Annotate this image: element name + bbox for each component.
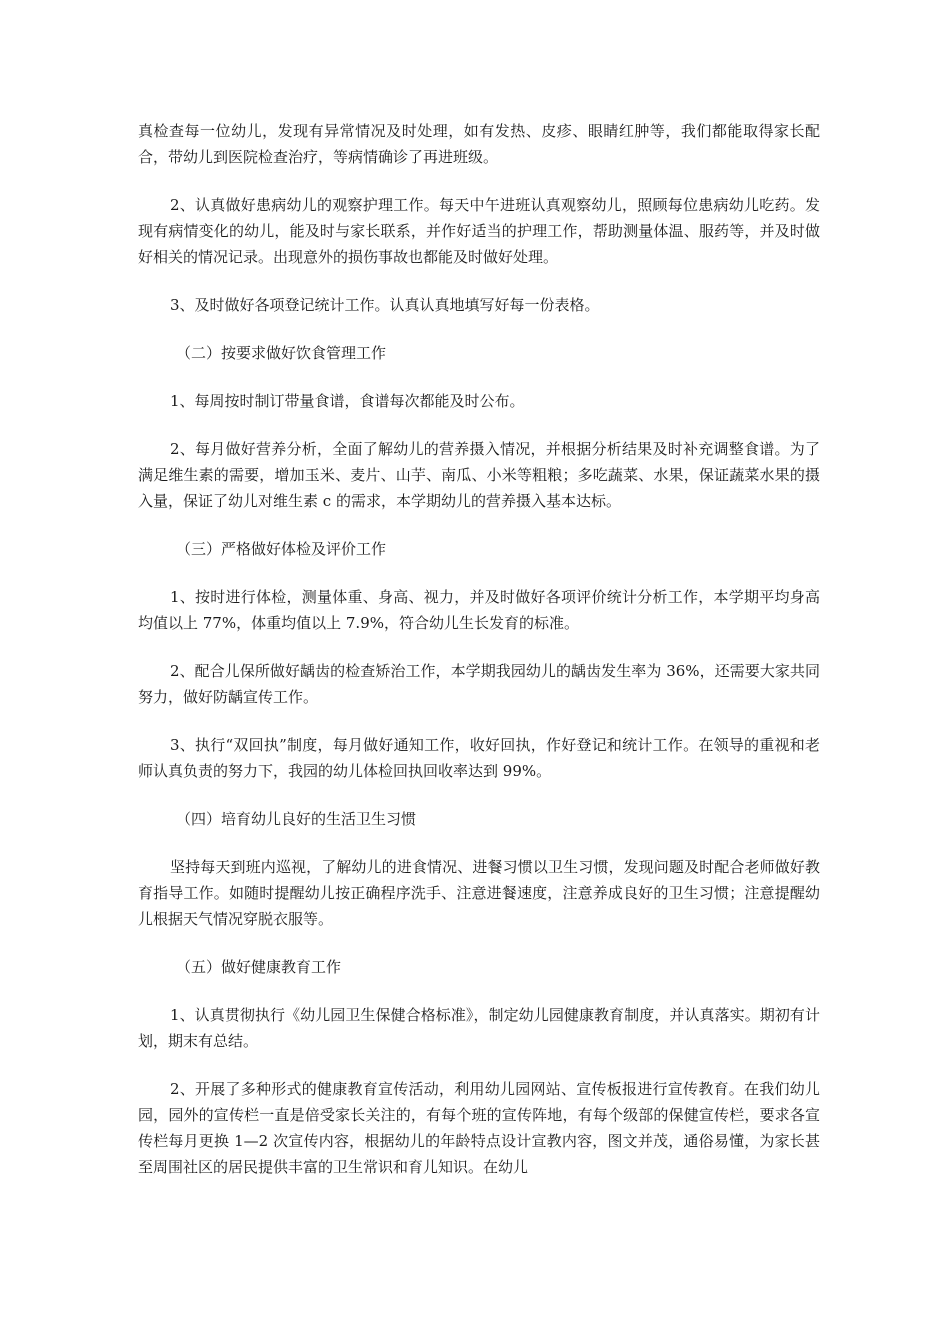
paragraph-education-2: 2、开展了多种形式的健康教育宣传活动，利用幼儿园网站、宣传板报进行宣传教育。在我们幼儿园，园外的宣传栏一直是倍受家长关注的，有每个班的宣传阵地，有每个级部的保健宣传栏，要求各宣传栏每月更换 1—2 次宣传内容，根据幼儿的年龄特点设计宣教内容，图文并茂，通俗易懂，为家长甚至周围社区的居民提供丰富的卫生常识和育儿知识。在幼儿: [138, 1080, 820, 1176]
section-heading-health-education: （五）做好健康教育工作: [176, 958, 342, 976]
paragraph-checkup-1: 1、按时进行体检，测量体重、身高、视力，并及时做好各项评价统计分析工作，本学期平均身高均值以上 77%，体重均值以上 7.9%，符合幼儿生长发育的标准。: [138, 588, 820, 632]
paragraph-item-2-sick-care: 2、认真做好患病幼儿的观察护理工作。每天中午进班认真观察幼儿，照顾每位患病幼儿吃药。发现有病情变化的幼儿，能及时与家长联系，并作好适当的护理工作，帮助测量体温、服药等，并及时做好相关的情况记录。出现意外的损伤事故也都能及时做好处理。: [138, 196, 820, 266]
paragraph-habits: 坚持每天到班内巡视，了解幼儿的进食情况、进餐习惯以卫生习惯，发现问题及时配合老师做好教育指导工作。如随时提醒幼儿按正确程序洗手、注意进餐速度，注意养成良好的卫生习惯；注意提醒幼儿根据天气情况穿脱衣服等。: [138, 858, 820, 928]
section-heading-diet: （二）按要求做好饮食管理工作: [176, 344, 387, 362]
paragraph-diet-2: 2、每月做好营养分析，全面了解幼儿的营养摄入情况，并根据分析结果及时补充调整食谱。为了满足维生素的需要，增加玉米、麦片、山芋、南瓜、小米等粗粮；多吃蔬菜、水果，保证蔬菜水果的摄入量，保证了幼儿对维生素 c 的需求，本学期幼儿的营养摄入基本达标。: [138, 440, 820, 510]
paragraph-checkup-3: 3、执行“双回执”制度，每月做好通知工作，收好回执，作好登记和统计工作。在领导的重视和老师认真负责的努力下，我园的幼儿体检回执回收率达到 99%。: [138, 736, 820, 780]
section-heading-checkup: （三）严格做好体检及评价工作: [176, 540, 387, 558]
paragraph-diet-1: 1、每周按时制订带量食谱，食谱每次都能及时公布。: [170, 392, 525, 410]
paragraph-continuation: 真检查每一位幼儿，发现有异常情况及时处理，如有发热、皮疹、眼睛红肿等，我们都能取得家长配合，带幼儿到医院检查治疗，等病情确诊了再进班级。: [138, 122, 820, 166]
paragraph-education-1: 1、认真贯彻执行《幼儿园卫生保健合格标准》，制定幼儿园健康教育制度，并认真落实。期初有计划，期末有总结。: [138, 1006, 820, 1050]
paragraph-checkup-2: 2、配合儿保所做好龋齿的检查矫治工作，本学期我园幼儿的龋齿发生率为 36%，还需要大家共同努力，做好防龋宣传工作。: [138, 662, 820, 706]
section-heading-habits: （四）培育幼儿良好的生活卫生习惯: [176, 810, 417, 828]
paragraph-item-3-records: 3、及时做好各项登记统计工作。认真认真地填写好每一份表格。: [170, 296, 600, 314]
document-body: [138, 118, 820, 1202]
